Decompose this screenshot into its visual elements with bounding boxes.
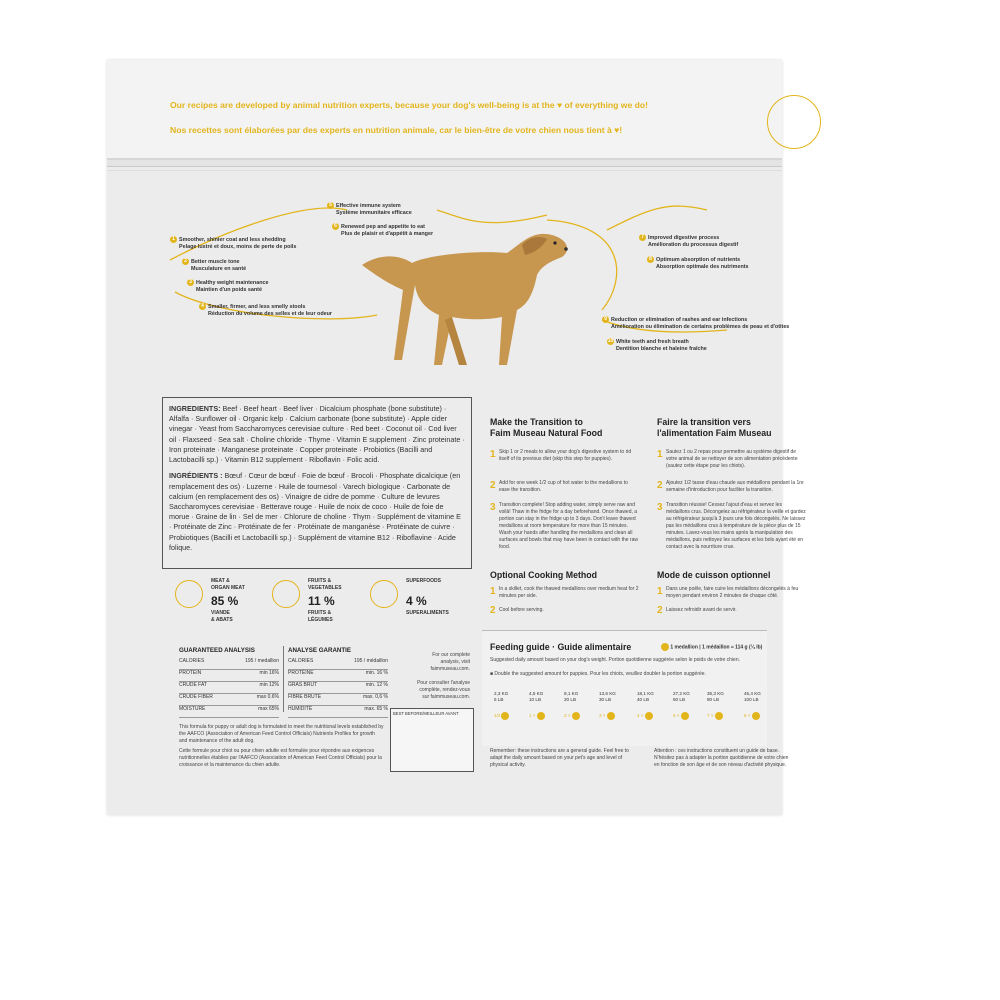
weight-100lb: 45,4 KG 100 LB — [744, 691, 761, 702]
ingredients-box — [162, 397, 472, 569]
transition-step-1-en: Skip 1 or 2 meals to allow your dog's digestive system to rid itself of its previous diet (skip this step for puppies). — [499, 449, 632, 462]
carrot-icon — [272, 580, 300, 608]
portion-80lb: 7 × — [707, 712, 723, 722]
transition-step-1-fr: Sautez 1 ou 2 repas pour permettre au système digestif de votre animal de se nettoyer de son alimentation précédente (sautez cette étape pour les chiots). — [666, 449, 798, 469]
golden-retriever-image — [357, 225, 577, 375]
tagline-en: Our recipes are developed by animal nutrition experts, because your dog's well-being is at the ♥ of everything we do! — [170, 100, 649, 110]
guaranteed-analysis-fr: ANALYSE GARANTIE CALORIES 195 / médaillon PROTÉINE min. 16 % GRAS BRUT min. 12 % FIBRE BRUTE max. 0,6 % HUMIDITÉ max. 65 % — [288, 647, 388, 718]
portion-60lb: 6 × — [673, 712, 689, 722]
portion-20lb: 2 × — [564, 712, 580, 722]
portion-30lb: 3 × — [599, 712, 615, 722]
tagline-fr: Nos recettes sont élaborées par des experts en nutrition animale, car le bien-être de votre chien nous tient à ♥! — [170, 125, 623, 135]
portion-40lb: 4 × — [637, 712, 653, 722]
medallion-equivalence: 1 medallion | 1 médaillon ≈ 114 g (¼ lb) — [660, 643, 762, 651]
benefit-7: 7 Improved digestive process Amélioration du processus digestif — [639, 234, 738, 250]
product-bag: Our recipes are developed by animal nutrition experts, because your dog's well-being is at the ♥ of everything we do! Nos recettes sont élaborées par des experts en nutrition animale, car le bien-être de votre chien nous tient à ♥! 1 Smoother, shinier coat and less shedding Pelage lustré et doux, moins de perte de poils 2 Better muscle tone Musculature en santé 3 Healthy weight maintenance Maintien d'un poids santé 4 Smaller, firmer, and less smelly stools Réduction du volume des selles et de leur odeur 5 Effective immune system Système immunitaire efficace 6 Renewed pep and appetite to eat Plus de plaisir et d'appétit à manger 7 Improved digestive process Amélioration du processus digestif 8 Optimum absorption of nutrients Absorption optimale des nutriments 9 Reduction or elimination of rashes and ear infections Amélioration ou élimination de certains problèmes de peau et d'otites 10 White teeth and fresh breath Dentition blanche et haleine fraîche INGREDIENTS: Beef · Beef heart · Beef liver · Dicalcium phosphate (bone substitute) · Alfalfa · Sunflower oil · Organic kelp · Calcium carbonate (bone substitute) · Apple cider vinegar · Yeast from Saccharomyces cerevisiae culture · Red beet · Coconut oil · Cod liver oil · Flaxseed · Sea salt · Choline chloride · Thyme · Vitamin E supplement · Zinc proteinate · Iron proteinate · Manganese proteinate · Copper proteinate · Probiotics (Bacilli and Lactobacilli sp.) · Vitamin B12 supplement · Riboflavin · Folic acid. INGRÉDIENTS : Bœuf · Cœur de bœuf · Foie de bœuf · Brocoli · Phosphate dicalcique (en remplacement des os) · Luzerne · Huile de tournesol · Varech biologique · Carbonate de calcium (en remplacement des os) · Vinaigre de cidre de pomme · Culture de levures Saccharomyces cerevisiae · Betterave rouge · Huile de noix de coco · Huile de foie de morue · Graine de lin · Sel de mer · Chlorure de choline · Thym · Supplément de vitamine E · Protéinate de Zinc · Protéinate de fer · Protéinate de manganèse · Protéinate de cuivre · Probiotiques (Bacilli et Lactobacilli sp.) · Supplément de vitamine B12 · Riboflavine · Acide folique. MEAT & ORGAN MEAT 85 % VIANDE & ABATS FRUITS & VEGETABLES 11 % FRUITS & LÉGUMES SUPERFOODS 4 % SUPERALIMENTS GUARANTEED ANALYSIS CALORIES 195 / medallion PROTEIN min 16% CRUDE FAT min 12% CRUDE FIBER max 0.6% MOISTURE max 65% ANALYSE GARANTIE CALORIES 195 / médaillon PROTÉINE min. 16 % GRAS BRUT min. 12 % FIBRE BRUTE max. 0,6 % HUMIDITÉ max. 65 % For our complete analysis, visit faimmuseau.com. Pour consulter l'analyse complète, rendez-vous sur faimmuseau.com. This formula for puppy or adult dog is formulated to meet the nutritional levels established by the AAFCO (Association of American Feed Control Officials) Nutrients Profiles for growth and maintenance of the adult dog. Cette formule pour chiot ou pour chien adulte est formulée pour répondre aux exigences nutritionnelles établies par l'AAFCO (Association of American Feed Control Officials) pour la croissance et la maintenance du chien adulte. BEST BEFORE/MEILLEUR AVANT Make the Transition to Faim Museau Natural Food Faire la transition vers l'alimentation Faim Museau 1 Skip 1 or 2 meals to allow your dog's digestive system to rid itself of its previous diet (skip this step for puppies). 2 Add for one week 1/2 cup of hot water to the medallions to ease the transition. 3 Transition complete! Stop adding water, simply serve raw and voilà! Thaw in the fridge for a day beforehand. Once thawed, a portion can stay in the fridge up to 3 days. Don't leave thawed medallions at room temperature for more than 15 minutes. Wash your hands after handling the medallions and clean all surfaces and bowls that may have been in contact with the raw food. 1 Sautez 1 ou 2 repas pour permettre au système digestif de votre animal de se nettoyer de son alimentation précédente (sautez cette étape pour les chiots). 2 Ajoutez 1/2 tasse d'eau chaude aux médaillons pendant la 1re semaine d'introduction pour faciliter la transition. 3 Transition réussie! Cessez l'ajout d'eau et servez les médaillons crus. Décongelez au réfrigérateur la veille et gardez au réfrigérateur jusqu'à 3 jours une fois décongelés. Ne laissez pas les médaillons crus à température de la pièce plus de 15 minutes. Lavez-vous les mains après la manipulation des médaillons, puis nettoyez les surfaces et les bols ayant été en contact avec la nourriture crue. Optional Cooking Method Mode de cuisson optionnel 1 In a skillet, cook the thawed medallions over medium heat for 2 minutes per side. 2 Cool before serving. 1 Dans une poêle, faire cuire les médaillons décongelés à feu moyen pendant environ 2 minutes de chaque côté. 2 Laissez refroidir avant de servir. Feeding guide · Guide alimentaire 1 medallion | 1 médaillon ≈ 114 g (¼ lb) Suggested daily amount based on your dog's weight. Portion quotidienne suggérée selon le poids de votre chien. ■ Double the suggested amount for puppies. Pour les chiots, veuillez doubler la portion suggérée. 2,3 KG 5 LB 4,5 KG 10 LB 9,1 KG 20 LB 13,6 KG 30 LB 18,1 KG 40 LB 27,2 KG 60 LB 36,3 KG 80 LB 45,4 KG 100 LB 1/2 1 × 2 × 3 × 4 × 6 × 7 × 8 × Remember: these instructions are a general guide. Feel free to adapt the daily amount based on your pet's age and level of physical activity. Attention : ces instructions constituent un guide de base. N'hésitez pas à adapter la portion quotidienne de votre chien en fonction de son âge et de son niveau d'activité physique. — [107, 60, 782, 815]
benefit-9: 9 Reduction or elimination of rashes and ear infections Amélioration ou élimination de certains problèmes de peau et d'otites — [602, 316, 789, 332]
stat-meat: MEAT & ORGAN MEAT 85 % VIANDE & ABATS — [175, 580, 265, 640]
feeding-remember-en: Remember: these instructions are a general guide. Feel free to adapt the daily amount based on your pet's age and level of physical activity. — [490, 748, 629, 768]
transition-step-2-fr: Ajoutez 1/2 tasse d'eau chaude aux médaillons pendant la 1re semaine d'introduction pour faciliter la transition. — [666, 480, 804, 493]
benefit-8: 8 Optimum absorption of nutrients Absorption optimale des nutriments — [647, 256, 749, 272]
weight-20lb: 9,1 KG 20 LB — [564, 691, 579, 702]
transition-step-3-fr: Transition réussie! Cessez l'ajout d'eau et servez les médaillons crus. Décongelez au réfrigérateur la veille et gardez au réfrigérateur jusqu'à 3 jours une fois décongelés. Ne laissez pas les médaillons crus à température de la pièce plus de 15 minutes. Lavez-vous les mains après la manipulation des médaillons, puis nettoyez les surfaces et les bols ayant été en contact avec la nourriture crue. — [666, 502, 806, 550]
feeding-remember-fr: Attention : ces instructions constituent un guide de base. N'hésitez pas à adapter la portion quotidienne de votre chien en fonction de son âge et de son niveau d'activité physique. — [654, 748, 789, 768]
puppy-note: ■ Double the suggested amount for puppies. Pour les chiots, veuillez doubler la portion suggérée. — [490, 671, 706, 677]
benefit-2: 2 Better muscle tone Musculature en santé — [182, 258, 246, 274]
medallion-icon — [661, 643, 669, 651]
cooking-step-2-fr: Laissez refroidir avant de servir. — [666, 607, 737, 613]
portion-100lb: 8 × — [744, 712, 760, 722]
benefit-4: 4 Smaller, firmer, and less smelly stools Réduction du volume des selles et de leur odeur — [199, 303, 332, 319]
guaranteed-analysis-en: GUARANTEED ANALYSIS CALORIES 195 / medallion PROTEIN min 16% CRUDE FAT min 12% CRUDE FIBER max 0.6% MOISTURE max 65% — [179, 647, 279, 718]
portion-5lb: 1/2 — [494, 712, 509, 722]
best-before-box: BEST BEFORE/MEILLEUR AVANT — [390, 708, 474, 772]
wheat-icon — [370, 580, 398, 608]
ingredients-en: INGREDIENTS: Beef · Beef heart · Beef liver · Dicalcium phosphate (bone substitute) · Alfalfa · Sunflower oil · Organic kelp · Calcium carbonate (bone substitute) · Apple cider vinegar · Yeast from Saccharomyces cerevisiae culture · Red beet · Coconut oil · Cod liver oil · Flaxseed · Sea salt · Choline chloride · Thyme · Vitamin E supplement · Zinc proteinate · Iron proteinate · Manganese proteinate · Copper proteinate · Probiotics (Bacilli and Lactobacilli sp.) · Vitamin B12 supplement · Riboflavin · Folic acid. — [169, 404, 465, 465]
feeding-title: Feeding guide · Guide alimentaire — [490, 642, 632, 652]
weight-40lb: 18,1 KG 40 LB — [637, 691, 654, 702]
weight-30lb: 13,6 KG 30 LB — [599, 691, 616, 702]
portion-10lb: 1 × — [529, 712, 545, 722]
transition-title-fr: Faire la transition vers l'alimentation Faim Museau — [657, 417, 772, 438]
cooking-step-1-en: In a skillet, cook the thawed medallions over medium heat for 2 minutes per side. — [499, 586, 639, 599]
transition-step-3-en: Transition complete! Stop adding water, simply serve raw and voilà! Thaw in the fridge for a day beforehand. Once thawed, a portion can stay in the fridge up to 3 days. Don't leave thawed medallions at room temperature for more than 15 minutes. Wash your hands after handling the medallions and clean all surfaces and bowls that may have been in contact with the raw food. — [499, 502, 638, 550]
cooking-title-en: Optional Cooking Method — [490, 570, 598, 580]
stat-fruits: FRUITS & VEGETABLES 11 % FRUITS & LÉGUMES — [272, 580, 362, 640]
benefit-3: 3 Healthy weight maintenance Maintien d'un poids santé — [187, 279, 269, 295]
transition-step-2-en: Add for one week 1/2 cup of hot water to the medallions to ease the transition. — [499, 480, 628, 493]
cooking-step-2-en: Cool before serving. — [499, 607, 544, 613]
aafco-statement-fr: Cette formule pour chiot ou pour chien adulte est formulée pour répondre aux exigences nutritionnelles établies par l'AAFCO (Association of American Feed Control Officials) pour la croissance et la maintenance du chien adulte. — [179, 748, 382, 768]
analysis-link-fr: Pour consulter l'analyse complète, rendez-vous sur faimmuseau.com. — [417, 680, 470, 700]
weight-10lb: 4,5 KG 10 LB — [529, 691, 544, 702]
transition-title-en: Make the Transition to Faim Museau Natural Food — [490, 417, 603, 438]
cooking-step-1-fr: Dans une poêle, faire cuire les médaillons décongelés à feu moyen pendant environ 2 minutes de chaque côté. — [666, 586, 799, 599]
benefit-6: 6 Renewed pep and appetite to eat Plus de plaisir et d'appétit à manger — [332, 223, 433, 239]
meat-icon — [175, 580, 203, 608]
benefit-1: 1 Smoother, shinier coat and less shedding Pelage lustré et doux, moins de perte de poils — [170, 236, 296, 252]
benefit-10: 10 White teeth and fresh breath Dentition blanche et haleine fraîche — [607, 338, 707, 353]
weight-80lb: 36,3 KG 80 LB — [707, 691, 724, 702]
stat-superfoods: SUPERFOODS 4 % SUPERALIMENTS — [370, 580, 460, 640]
weight-60lb: 27,2 KG 60 LB — [673, 691, 690, 702]
aafco-statement-en: This formula for puppy or adult dog is formulated to meet the nutritional levels established by the AAFCO (Association of American Feed Control Officials) Nutrients Profiles for growth and maintenance of the adult dog. — [179, 724, 384, 744]
ingredients-fr: INGRÉDIENTS : Bœuf · Cœur de bœuf · Foie de bœuf · Brocoli · Phosphate dicalcique (en remplacement des os) · Luzerne · Huile de tournesol · Varech biologique · Carbonate de calcium (en remplacement des os) · Vinaigre de cidre de pomme · Culture de levures Saccharomyces cerevisiae · Betterave rouge · Huile de noix de coco · Huile de foie de morue · Graine de lin · Sel de mer · Chlorure de choline · Thym · Supplément de vitamine E · Protéinate de Zinc · Protéinate de fer · Protéinate de manganèse · Protéinate de cuivre · Probiotiques (Bacilli et Lactobacilli sp.) · Supplément de vitamine B12 · Riboflavine · Acide folique. — [169, 471, 461, 552]
weight-5lb: 2,3 KG 5 LB — [494, 691, 509, 702]
feeding-subtitle: Suggested daily amount based on your dog's weight. Portion quotidienne suggérée selon le poids de votre chien. — [490, 657, 741, 663]
benefit-5: 5 Effective immune system Système immunitaire efficace — [327, 202, 412, 218]
cooking-title-fr: Mode de cuisson optionnel — [657, 570, 771, 580]
analysis-link-en: For our complete analysis, visit faimmuseau.com. — [430, 652, 470, 672]
